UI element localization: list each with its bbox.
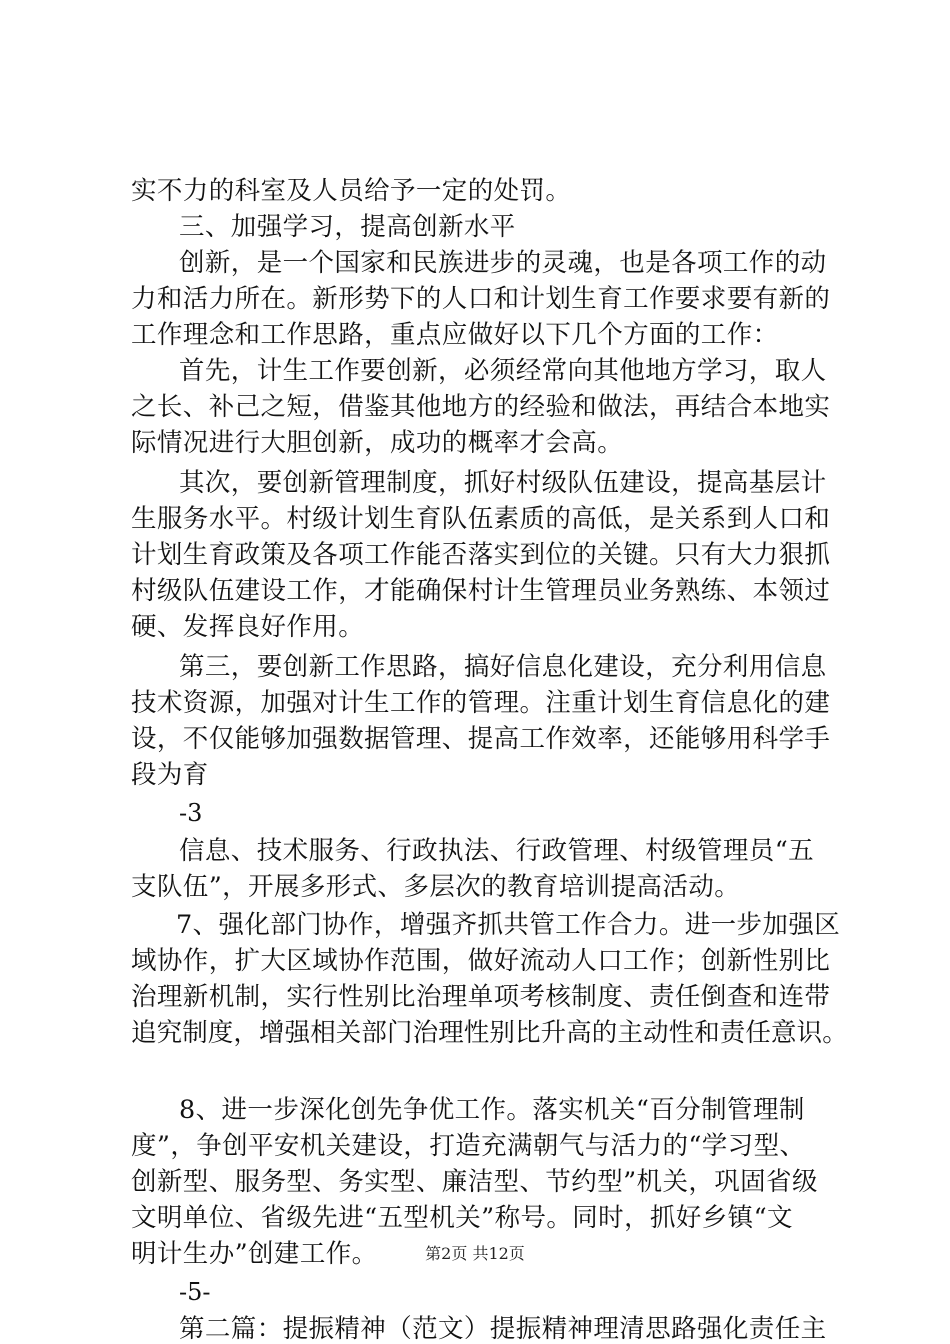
text-line: 第三，要创新工作思路，搞好信息化建设，充分利用信息 [179,652,827,682]
text-line: 村级队伍建设工作，才能确保村计生管理员业务熟练、本领过 [131,576,831,606]
inline-page-number: -3 [179,799,203,827]
section-heading: 三、加强学习，提高创新水平 [179,212,516,242]
text-line: 计划生育政策及各项工作能否落实到位的关键。只有大力狠抓 [131,540,831,570]
text-line: 追究制度，增强相关部门治理性别比升高的主动性和责任意识。 [131,1018,848,1048]
text-line: 创新型、服务型、务实型、廉洁型、节约型”机关，巩固省级 [131,1167,818,1197]
text-line: 实不力的科室及人员给予一定的处罚。 [131,176,572,206]
text-line: 设，不仅能够加强数据管理、提高工作效率，还能够用科学手 [131,724,831,754]
text-line: 7、强化部门协作，增强齐抓共管工作合力。进一步加强区 [176,910,841,940]
text-line: 文明单位、省级先进“五型机关”称号。同时，抓好乡镇“文 [131,1203,793,1233]
inline-page-number: -5- [179,1278,211,1306]
text-line: 域协作，扩大区域协作范围，做好流动人口工作；创新性别比 [131,946,831,976]
text-line: 8、进一步深化创先争优工作。落实机关“百分制管理制 [179,1095,805,1125]
text-line: 治理新机制，实行性别比治理单项考核制度、责任倒查和连带 [131,982,831,1012]
text-line: 硬、发挥良好作用。 [131,612,365,642]
text-line: 信息、技术服务、行政执法、行政管理、村级管理员“五 [179,836,815,866]
text-line: 明计生办”创建工作。 [131,1239,378,1269]
text-line: 创新，是一个国家和民族进步的灵魂，也是各项工作的动 [179,248,827,278]
text-line: 力和活力所在。新形势下的人口和计划生育工作要求要有新的 [131,284,831,314]
text-line: 首先，计生工作要创新，必须经常向其他地方学习，取人 [179,356,827,386]
text-line: 际情况进行大胆创新，成功的概率才会高。 [131,428,624,458]
text-line: 度”，争创平安机关建设，打造充满朝气与活力的“学习型、 [131,1131,806,1161]
text-line: 段为育 [131,760,209,790]
page-footer: 第2页 共12页 [425,1244,525,1263]
text-line: 支队伍”，开展多形式、多层次的教育培训提高活动。 [131,872,741,902]
text-line: 技术资源，加强对计生工作的管理。注重计划生育信息化的建 [131,688,831,718]
text-line: 第二篇：提振精神（范文）提振精神理清思路强化责任主 [179,1314,827,1344]
text-line: 之长、补己之短，借鉴其他地方的经验和做法，再结合本地实 [131,392,831,422]
text-line: 工作理念和工作思路，重点应做好以下几个方面的工作： [131,320,779,350]
text-line: 生服务水平。村级计划生育队伍素质的高低，是关系到人口和 [131,504,831,534]
text-line: 其次，要创新管理制度，抓好村级队伍建设，提高基层计 [179,468,827,498]
